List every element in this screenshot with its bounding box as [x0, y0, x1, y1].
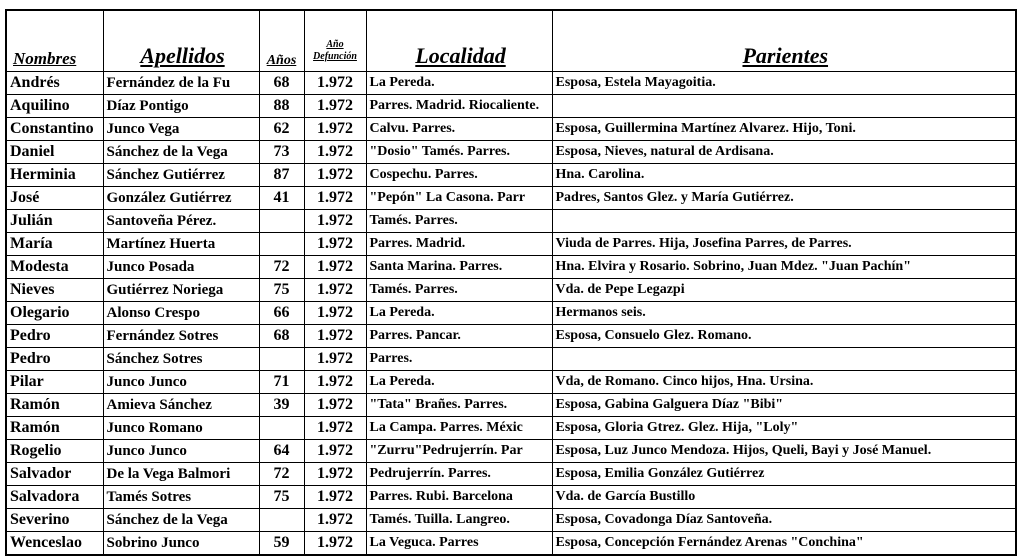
- table-row: [6, 325, 1016, 348]
- table-row: [6, 233, 1016, 256]
- table-row: [6, 141, 1016, 164]
- cell-anos[interactable]: 66: [259, 302, 304, 325]
- cell-nombre[interactable]: Ramón: [6, 394, 103, 417]
- cell-nombre[interactable]: Andrés: [6, 72, 103, 95]
- table-row: [6, 417, 1016, 440]
- cell-apellidos[interactable]: Santoveña Pérez.: [103, 210, 259, 233]
- cell-parientes[interactable]: Vda, de Romano. Cinco hijos, Hna. Ursina.: [552, 371, 1016, 394]
- cell-anos[interactable]: 72: [259, 463, 304, 486]
- cell-nombre[interactable]: Julián: [6, 210, 103, 233]
- cell-localidad[interactable]: Parres. Madrid. Riocaliente.: [366, 95, 552, 118]
- cell-anos[interactable]: 75: [259, 279, 304, 302]
- cell-anos[interactable]: 62: [259, 118, 304, 141]
- table-header: [6, 10, 1016, 72]
- cell-nombre[interactable]: Daniel: [6, 141, 103, 164]
- table-row: [6, 394, 1016, 417]
- obituary-table: [5, 9, 1017, 556]
- table-body: [6, 72, 1016, 556]
- cell-ano-defuncion[interactable]: 1.972: [304, 463, 366, 486]
- table-row: [6, 256, 1016, 279]
- table-row: [6, 509, 1016, 532]
- cell-anos[interactable]: 73: [259, 141, 304, 164]
- cell-anos[interactable]: 71: [259, 371, 304, 394]
- cell-parientes[interactable]: Esposa, Estela Mayagoitia.: [552, 72, 1016, 95]
- cell-ano-defuncion[interactable]: 1.972: [304, 233, 366, 256]
- table-row: [6, 440, 1016, 463]
- cell-parientes[interactable]: Esposa, Guillermina Martínez Alvarez. Hijo, Toni.: [552, 118, 1016, 141]
- cell-apellidos[interactable]: Tamés Sotres: [103, 486, 259, 509]
- cell-apellidos[interactable]: Alonso Crespo: [103, 302, 259, 325]
- cell-localidad[interactable]: Parres. Madrid.: [366, 233, 552, 256]
- cell-parientes[interactable]: Esposa, Emilia González Gutiérrez: [552, 463, 1016, 486]
- header-row: [6, 10, 1016, 72]
- cell-anos[interactable]: [259, 348, 304, 371]
- table-row: [6, 95, 1016, 118]
- cell-apellidos[interactable]: Sánchez Gutiérrez: [103, 164, 259, 187]
- table-row: [6, 118, 1016, 141]
- table-row: [6, 187, 1016, 210]
- cell-localidad[interactable]: Parres. Pancar.: [366, 325, 552, 348]
- cell-anos[interactable]: [259, 509, 304, 532]
- cell-apellidos[interactable]: Amieva Sánchez: [103, 394, 259, 417]
- cell-localidad[interactable]: Tamés. Parres.: [366, 210, 552, 233]
- cell-localidad[interactable]: Parres. Rubi. Barcelona: [366, 486, 552, 509]
- cell-ano-defuncion[interactable]: 1.972: [304, 118, 366, 141]
- cell-ano-defuncion[interactable]: 1.972: [304, 141, 366, 164]
- cell-anos[interactable]: 59: [259, 532, 304, 556]
- cell-anos[interactable]: [259, 210, 304, 233]
- cell-anos[interactable]: 68: [259, 72, 304, 95]
- cell-nombre[interactable]: Severino: [6, 509, 103, 532]
- cell-ano-defuncion[interactable]: 1.972: [304, 256, 366, 279]
- cell-parientes[interactable]: Esposa, Concepción Fernández Arenas "Conchina": [552, 532, 1016, 556]
- cell-apellidos[interactable]: Junco Posada: [103, 256, 259, 279]
- table-row: [6, 486, 1016, 509]
- cell-apellidos[interactable]: Junco Junco: [103, 440, 259, 463]
- cell-ano-defuncion[interactable]: 1.972: [304, 532, 366, 556]
- cell-anos[interactable]: 87: [259, 164, 304, 187]
- table-row: [6, 164, 1016, 187]
- cell-parientes[interactable]: Hermanos seis.: [552, 302, 1016, 325]
- cell-localidad[interactable]: Tamés. Tuilla. Langreo.: [366, 509, 552, 532]
- header-ano-defuncion-line1: Año: [326, 39, 344, 50]
- cell-localidad[interactable]: La Campa. Parres. Méxic: [366, 417, 552, 440]
- cell-anos[interactable]: [259, 417, 304, 440]
- cell-localidad[interactable]: Pedrujerrín. Parres.: [366, 463, 552, 486]
- table-row: [6, 371, 1016, 394]
- cell-localidad[interactable]: La Veguca. Parres: [366, 532, 552, 556]
- cell-apellidos[interactable]: González Gutiérrez: [103, 187, 259, 210]
- cell-anos[interactable]: 41: [259, 187, 304, 210]
- cell-ano-defuncion[interactable]: 1.972: [304, 72, 366, 95]
- cell-ano-defuncion[interactable]: 1.972: [304, 95, 366, 118]
- cell-nombre[interactable]: Constantino: [6, 118, 103, 141]
- cell-nombre[interactable]: Wenceslao: [6, 532, 103, 556]
- cell-parientes[interactable]: Esposa, Gloria Gtrez. Glez. Hija, "Loly": [552, 417, 1016, 440]
- cell-apellidos[interactable]: Sánchez de la Vega: [103, 509, 259, 532]
- cell-ano-defuncion[interactable]: 1.972: [304, 325, 366, 348]
- cell-nombre[interactable]: Modesta: [6, 256, 103, 279]
- cell-ano-defuncion[interactable]: 1.972: [304, 371, 366, 394]
- header-parientes: Parientes: [552, 10, 1016, 72]
- cell-anos[interactable]: 88: [259, 95, 304, 118]
- table-row: [6, 279, 1016, 302]
- spreadsheet-table-wrapper: [5, 9, 1015, 556]
- table-row: [6, 532, 1016, 556]
- cell-nombre[interactable]: Herminia: [6, 164, 103, 187]
- cell-anos[interactable]: 72: [259, 256, 304, 279]
- cell-anos[interactable]: 75: [259, 486, 304, 509]
- cell-anos[interactable]: [259, 233, 304, 256]
- cell-nombre[interactable]: Olegario: [6, 302, 103, 325]
- cell-nombre[interactable]: José: [6, 187, 103, 210]
- cell-ano-defuncion[interactable]: 1.972: [304, 187, 366, 210]
- cell-parientes[interactable]: [552, 348, 1016, 371]
- cell-apellidos[interactable]: Sobrino Junco: [103, 532, 259, 556]
- cell-ano-defuncion[interactable]: 1.972: [304, 279, 366, 302]
- cell-apellidos[interactable]: Junco Romano: [103, 417, 259, 440]
- cell-localidad[interactable]: "Pepón" La Casona. Parr: [366, 187, 552, 210]
- header-ano-defuncion-line2: Defunción: [313, 51, 357, 62]
- table-row: [6, 348, 1016, 371]
- cell-nombre[interactable]: Ramón: [6, 417, 103, 440]
- cell-apellidos[interactable]: Junco Junco: [103, 371, 259, 394]
- cell-parientes[interactable]: Esposa, Nieves, natural de Ardisana.: [552, 141, 1016, 164]
- cell-ano-defuncion[interactable]: 1.972: [304, 417, 366, 440]
- cell-apellidos[interactable]: Gutiérrez Noriega: [103, 279, 259, 302]
- cell-apellidos[interactable]: Martínez Huerta: [103, 233, 259, 256]
- cell-parientes[interactable]: Esposa, Luz Junco Mendoza. Hijos, Queli, Bayi y José Manuel.: [552, 440, 1016, 463]
- header-localidad: Localidad: [366, 10, 552, 72]
- cell-parientes[interactable]: Vda. de García Bustillo: [552, 486, 1016, 509]
- cell-parientes[interactable]: Esposa, Consuelo Glez. Romano.: [552, 325, 1016, 348]
- cell-parientes[interactable]: Hna. Carolina.: [552, 164, 1016, 187]
- cell-localidad[interactable]: Calvu. Parres.: [366, 118, 552, 141]
- cell-parientes[interactable]: Viuda de Parres. Hija, Josefina Parres, de Parres.: [552, 233, 1016, 256]
- cell-ano-defuncion[interactable]: 1.972: [304, 210, 366, 233]
- header-nombres: Nombres: [6, 10, 103, 72]
- cell-nombre[interactable]: Nieves: [6, 279, 103, 302]
- table-row: [6, 210, 1016, 233]
- cell-ano-defuncion[interactable]: 1.972: [304, 509, 366, 532]
- cell-localidad[interactable]: Cospechu. Parres.: [366, 164, 552, 187]
- cell-parientes[interactable]: Padres, Santos Glez. y María Gutiérrez.: [552, 187, 1016, 210]
- cell-nombre[interactable]: Salvador: [6, 463, 103, 486]
- cell-localidad[interactable]: "Dosio" Tamés. Parres.: [366, 141, 552, 164]
- cell-nombre[interactable]: Aquilino: [6, 95, 103, 118]
- cell-parientes[interactable]: Esposa, Covadonga Díaz Santoveña.: [552, 509, 1016, 532]
- cell-parientes[interactable]: Esposa, Gabina Galguera Díaz "Bibi": [552, 394, 1016, 417]
- cell-localidad[interactable]: "Zurru"Pedrujerrín. Par: [366, 440, 552, 463]
- cell-ano-defuncion[interactable]: 1.972: [304, 394, 366, 417]
- cell-nombre[interactable]: Salvadora: [6, 486, 103, 509]
- cell-localidad[interactable]: La Pereda.: [366, 72, 552, 95]
- cell-ano-defuncion[interactable]: 1.972: [304, 302, 366, 325]
- cell-ano-defuncion[interactable]: 1.972: [304, 348, 366, 371]
- cell-apellidos[interactable]: De la Vega Balmori: [103, 463, 259, 486]
- cell-localidad[interactable]: La Pereda.: [366, 302, 552, 325]
- table-row: [6, 72, 1016, 95]
- header-apellidos: Apellidos: [103, 10, 259, 72]
- cell-anos[interactable]: 39: [259, 394, 304, 417]
- cell-apellidos[interactable]: Fernández de la Fu: [103, 72, 259, 95]
- cell-anos[interactable]: 68: [259, 325, 304, 348]
- cell-parientes[interactable]: [552, 95, 1016, 118]
- cell-localidad[interactable]: Tamés. Parres.: [366, 279, 552, 302]
- cell-ano-defuncion[interactable]: 1.972: [304, 486, 366, 509]
- cell-parientes[interactable]: Hna. Elvira y Rosario. Sobrino, Juan Mdez. "Juan Pachín": [552, 256, 1016, 279]
- cell-apellidos[interactable]: Fernández Sotres: [103, 325, 259, 348]
- cell-parientes[interactable]: [552, 210, 1016, 233]
- table-row: [6, 302, 1016, 325]
- cell-parientes[interactable]: Vda. de Pepe Legazpi: [552, 279, 1016, 302]
- cell-ano-defuncion[interactable]: 1.972: [304, 164, 366, 187]
- header-ano-defuncion: [304, 10, 366, 72]
- cell-nombre[interactable]: Pilar: [6, 371, 103, 394]
- cell-nombre[interactable]: Pedro: [6, 325, 103, 348]
- cell-apellidos[interactable]: Sánchez de la Vega: [103, 141, 259, 164]
- cell-anos[interactable]: 64: [259, 440, 304, 463]
- header-anos: Años: [259, 10, 304, 72]
- cell-ano-defuncion[interactable]: 1.972: [304, 440, 366, 463]
- cell-nombre[interactable]: Pedro: [6, 348, 103, 371]
- cell-localidad[interactable]: La Pereda.: [366, 371, 552, 394]
- cell-apellidos[interactable]: Junco Vega: [103, 118, 259, 141]
- cell-apellidos[interactable]: Sánchez Sotres: [103, 348, 259, 371]
- cell-nombre[interactable]: María: [6, 233, 103, 256]
- cell-apellidos[interactable]: Díaz Pontigo: [103, 95, 259, 118]
- cell-localidad[interactable]: Santa Marina. Parres.: [366, 256, 552, 279]
- cell-localidad[interactable]: Parres.: [366, 348, 552, 371]
- table-row: [6, 463, 1016, 486]
- cell-nombre[interactable]: Rogelio: [6, 440, 103, 463]
- cell-localidad[interactable]: "Tata" Brañes. Parres.: [366, 394, 552, 417]
